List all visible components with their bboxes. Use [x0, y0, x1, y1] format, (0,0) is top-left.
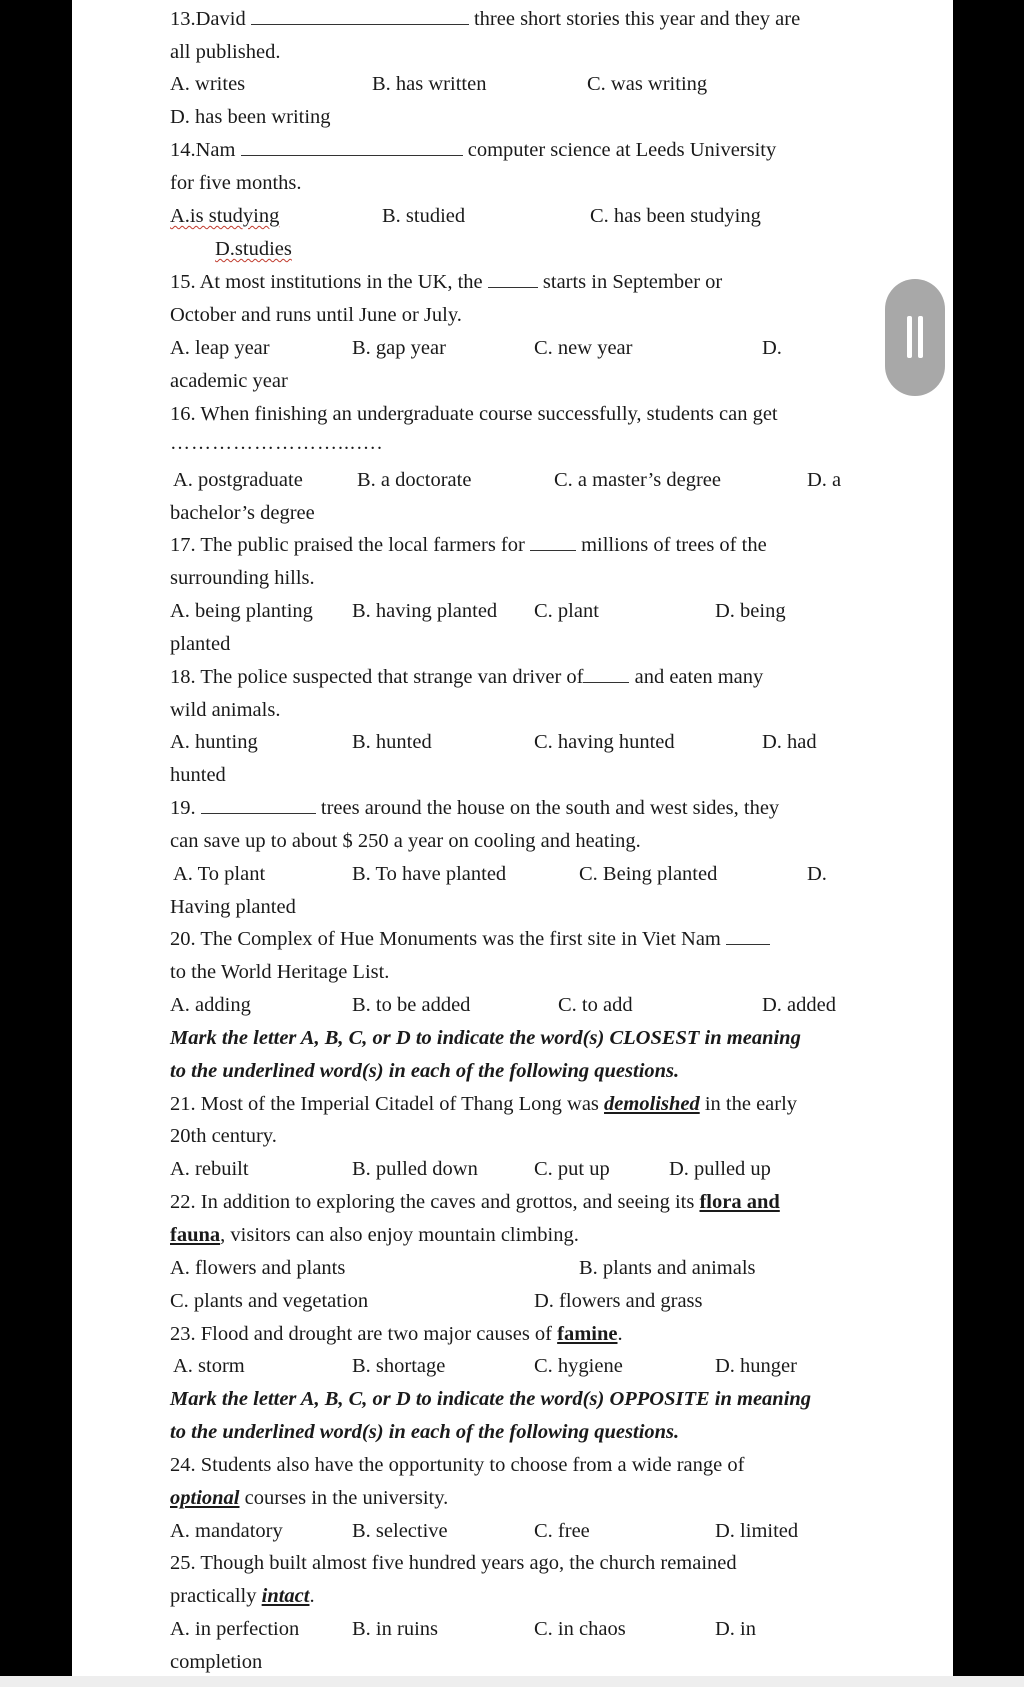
q15-option-c: C. new year: [534, 337, 633, 359]
q22-option-d: D. flowers and grass: [534, 1290, 703, 1312]
q17-option-b: B. having planted: [352, 600, 498, 622]
q16-option-d-cont: bachelor’s degree: [170, 502, 315, 524]
q23-option-c: C. hygiene: [534, 1355, 623, 1377]
q14-option-b: B. studied: [382, 205, 466, 227]
q16-option-c: C. a master’s degree: [554, 469, 721, 491]
q23-option-a: A. storm: [173, 1355, 245, 1377]
q25-option-d: D. in: [715, 1618, 756, 1640]
q18-option-d-cont: hunted: [170, 764, 226, 786]
q18-option-c: C. having hunted: [534, 731, 675, 753]
q19-option-d: D.: [807, 863, 827, 885]
q15-stem: 15. At most institutions in the UK, the starts in September or: [170, 271, 723, 293]
q15-stem-cont: October and runs until June or July.: [170, 304, 462, 326]
q20-option-c: C. to add: [558, 994, 633, 1016]
q15-option-a: A. leap year: [170, 337, 270, 359]
q24-option-b: B. selective: [352, 1520, 448, 1542]
q16-option-a: A. postgraduate: [173, 469, 303, 491]
q19-option-a: A. To plant: [173, 863, 266, 885]
q24-stem-cont: optional courses in the university.: [170, 1487, 449, 1509]
bottom-edge: [0, 1676, 1024, 1687]
q14-option-d: D.studies: [215, 238, 292, 260]
q19-option-c: C. Being planted: [579, 863, 718, 885]
q21-option-c: C. put up: [534, 1158, 610, 1180]
q21-option-d: D. pulled up: [669, 1158, 771, 1180]
q25-option-c: C. in chaos: [534, 1618, 626, 1640]
q13-option-c: C. was writing: [587, 73, 708, 95]
q25-underlined-word: intact: [261, 1585, 310, 1607]
q20-option-d: D. added: [762, 994, 837, 1016]
q18-stem-cont: wild animals.: [170, 699, 281, 721]
q18-option-b: B. hunted: [352, 731, 432, 753]
q25-stem: 25. Though built almost five hundred years ago, the church remained: [170, 1552, 737, 1574]
q17-option-d: D. being: [715, 600, 786, 622]
q25-option-b: B. in ruins: [352, 1618, 438, 1640]
q13-stem: 13.David three short stories this year and they are: [170, 8, 801, 30]
q21-stem-cont: 20th century.: [170, 1125, 277, 1147]
q22-underlined-word: flora and: [699, 1191, 780, 1213]
q22-underlined-word-cont: fauna: [170, 1224, 221, 1246]
q22-option-c: C. plants and vegetation: [170, 1290, 369, 1312]
closest-instruction-line1: Mark the letter A, B, C, or D to indicate the word(s) CLOSEST in meaning: [170, 1027, 801, 1049]
q17-stem: 17. The public praised the local farmers for millions of trees of the: [170, 534, 767, 556]
q24-underlined-word: optional: [170, 1487, 240, 1509]
q21-underlined-word: demolished: [604, 1093, 700, 1115]
q23-option-d: D. hunger: [715, 1355, 797, 1377]
drag-handle-grip-icon: [918, 316, 923, 358]
q22-option-b: B. plants and animals: [579, 1257, 756, 1279]
q17-stem-cont: surrounding hills.: [170, 567, 315, 589]
drag-handle-grip-icon: [907, 316, 912, 358]
q23-underlined-word: famine: [557, 1323, 618, 1345]
q13-stem-cont: all published.: [170, 41, 281, 63]
q22-option-a: A. flowers and plants: [170, 1257, 346, 1279]
opposite-instruction-line2: to the underlined word(s) in each of the following questions.: [170, 1421, 680, 1443]
q13-option-d: D. has been writing: [170, 106, 331, 128]
q16-answer-dots: ……………………...….: [170, 432, 383, 454]
q25-option-d-cont: completion: [170, 1651, 263, 1673]
q20-stem-cont: to the World Heritage List.: [170, 961, 390, 983]
q23-option-b: B. shortage: [352, 1355, 446, 1377]
q15-option-b: B. gap year: [352, 337, 446, 359]
q25-option-a: A. in perfection: [170, 1618, 300, 1640]
document-page: [72, 0, 953, 1676]
q17-option-c: C. plant: [534, 600, 599, 622]
q15-option-d-cont: academic year: [170, 370, 288, 392]
closest-instruction-line2: to the underlined word(s) in each of the following questions.: [170, 1060, 680, 1082]
q21-stem: 21. Most of the Imperial Citadel of Thang Long was demolished in the early: [170, 1093, 798, 1115]
q25-stem-cont: practically intact.: [170, 1585, 315, 1607]
q17-option-a: A. being planting: [170, 600, 313, 622]
q22-stem: 22. In addition to exploring the caves and grottos, and seeing its flora and: [170, 1191, 780, 1213]
q14-option-c: C. has been studying: [590, 205, 761, 227]
q21-option-a: A. rebuilt: [170, 1158, 249, 1180]
q24-option-a: A. mandatory: [170, 1520, 283, 1542]
q15-option-d: D.: [762, 337, 782, 359]
q22-stem-cont: fauna, visitors can also enjoy mountain climbing.: [170, 1224, 579, 1246]
q18-stem: 18. The police suspected that strange van driver of and eaten many: [170, 666, 764, 688]
q16-option-d: D. a: [807, 469, 842, 491]
q20-option-a: A. adding: [170, 994, 251, 1016]
q16-option-b: B. a doctorate: [357, 469, 472, 491]
q20-option-b: B. to be added: [352, 994, 471, 1016]
q17-option-d-cont: planted: [170, 633, 231, 655]
q18-option-d: D. had: [762, 731, 817, 753]
side-drag-handle[interactable]: [885, 279, 945, 396]
q19-stem: 19. trees around the house on the south and west sides, they: [170, 797, 780, 819]
opposite-instruction-line1: Mark the letter A, B, C, or D to indicate the word(s) OPPOSITE in meaning: [170, 1388, 812, 1410]
q13-option-b: B. has written: [372, 73, 487, 95]
q14-stem: 14.Nam computer science at Leeds University: [170, 139, 777, 161]
q24-option-d: D. limited: [715, 1520, 799, 1542]
q19-option-b: B. To have planted: [352, 863, 507, 885]
q19-stem-cont: can save up to about $ 250 a year on cooling and heating.: [170, 830, 641, 852]
q24-stem: 24. Students also have the opportunity to choose from a wide range of: [170, 1454, 745, 1476]
q13-option-a: A. writes: [170, 73, 246, 95]
q24-option-c: C. free: [534, 1520, 590, 1542]
q19-option-d-cont: Having planted: [170, 896, 296, 918]
q16-stem: 16. When finishing an undergraduate course successfully, students can get: [170, 403, 778, 425]
q20-stem: 20. The Complex of Hue Monuments was the first site in Viet Nam: [170, 927, 770, 951]
q14-stem-cont: for five months.: [170, 172, 302, 194]
q23-stem: 23. Flood and drought are two major causes of famine.: [170, 1323, 623, 1345]
q21-option-b: B. pulled down: [352, 1158, 478, 1180]
q18-option-a: A. hunting: [170, 731, 258, 753]
q14-option-a: A.is studying: [170, 205, 280, 227]
